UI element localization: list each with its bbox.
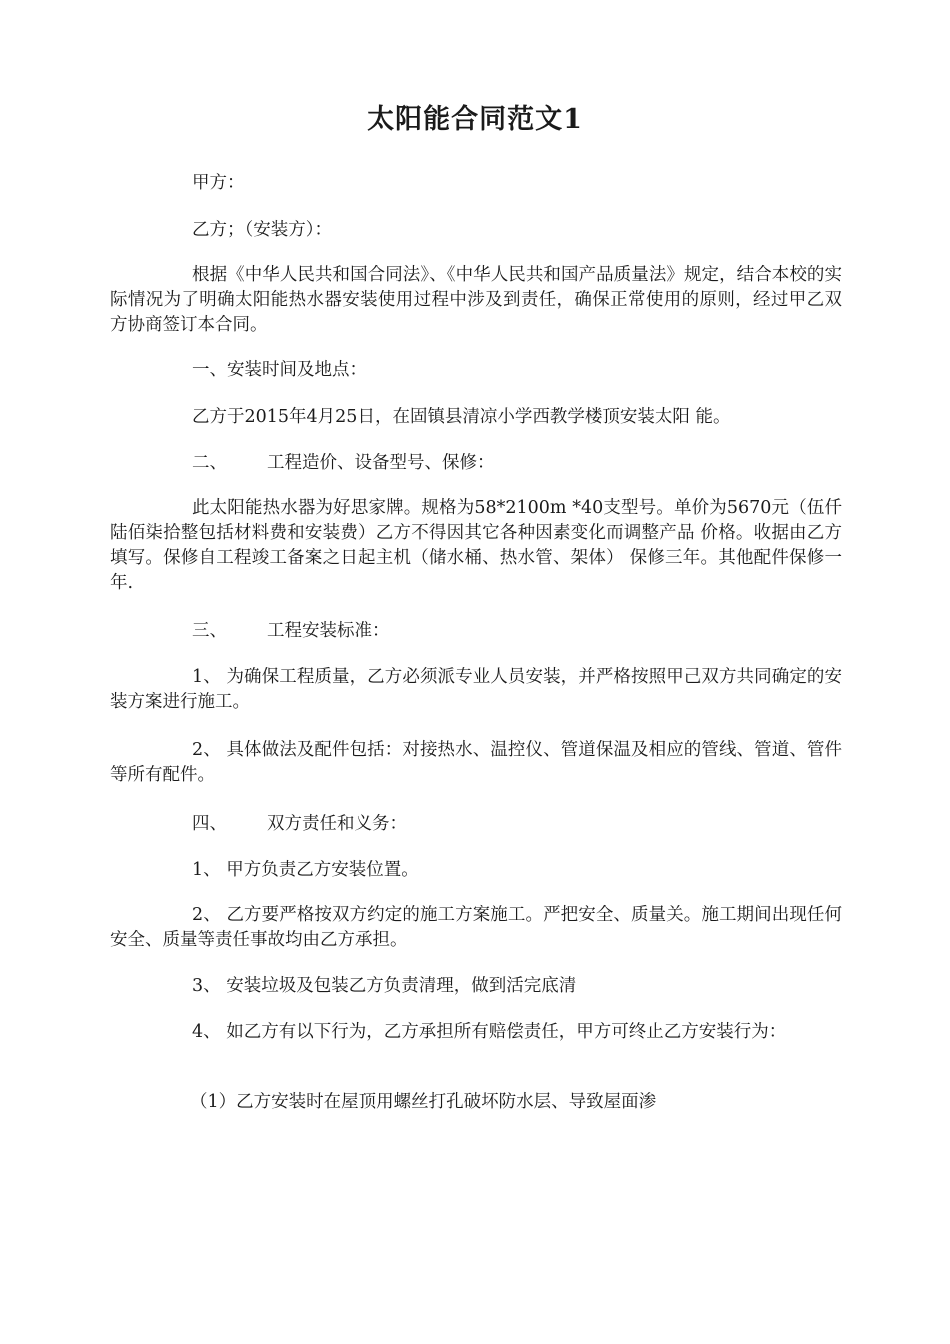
party-b-line: 乙方；（安装方）：: [192, 220, 332, 240]
section-4-number: 四、: [192, 814, 227, 834]
document-title: 太阳能合同范文1: [367, 104, 583, 135]
section-1-heading: 一、安装时间及地点：: [192, 360, 367, 380]
section-2-title: 工程造价、设备型号、保修：: [267, 453, 495, 473]
preamble-paragraph: 根据《中华人民共和国合同法》、《中华人民共和国产品质量法》规定，结合本校的实际情况为了明确太阳能热水器安装使用过程中涉及到责任，确保正常使用的原则，经过甲乙双方协商签订本合同。: [110, 265, 842, 335]
section-4-title: 双方责任和义务：: [267, 814, 407, 834]
section-3-item-1: 1、 为确保工程质量，乙方必须派专业人员安装，并严格按照甲己双方共同确定的安装方案进行施工。: [110, 667, 842, 712]
section-4-subitem-1: （1）乙方安装时在屋顶用螺丝打孔破坏防水层、导致屋面渗: [190, 1092, 657, 1112]
section-2-heading: [110, 451, 842, 476]
section-4-item-1: 1、 甲方负责乙方安装位置。: [192, 860, 419, 880]
section-4-heading: [110, 812, 842, 837]
section-2-number: 二、: [192, 453, 227, 473]
party-a-line: 甲方：: [192, 173, 245, 193]
section-3-item-2: 2、 具体做法及配件包括：对接热水、温控仪、管道保温及相应的管线、管道、管件等所有配件。: [110, 740, 842, 785]
section-4-item-3: 3、 安装垃圾及包装乙方负责清理，做到活完底清: [192, 976, 577, 996]
section-3-title: 工程安装标准：: [267, 621, 390, 641]
section-4-item-4: 4、 如乙方有以下行为，乙方承担所有赔偿责任，甲方可终止乙方安装行为：: [192, 1022, 787, 1042]
section-4-item-2: 2、 乙方要严格按双方约定的施工方案施工。严把安全、质量关。施工期间出现任何安全、质量等责任事故均由乙方承担。: [110, 905, 842, 950]
section-3-heading: [110, 619, 842, 644]
section-3-number: 三、: [192, 621, 227, 641]
section-2-body: 此太阳能热水器为好思家牌。规格为58*2100m *40支型号。单价为5670元（伍仟陆佰柒拾整包括材料费和安装费）乙方不得因其它各种因素变化而调整产品 价格。收据由乙方填写。保修自工程竣工备案之日起主机（储水桶、热水管、架体） 保修三年。其他配件保修一年.: [110, 498, 842, 593]
section-1-body: 乙方于2015年4月25日，在固镇县清凉小学西教学楼顶安装太阳 能。: [192, 407, 731, 427]
